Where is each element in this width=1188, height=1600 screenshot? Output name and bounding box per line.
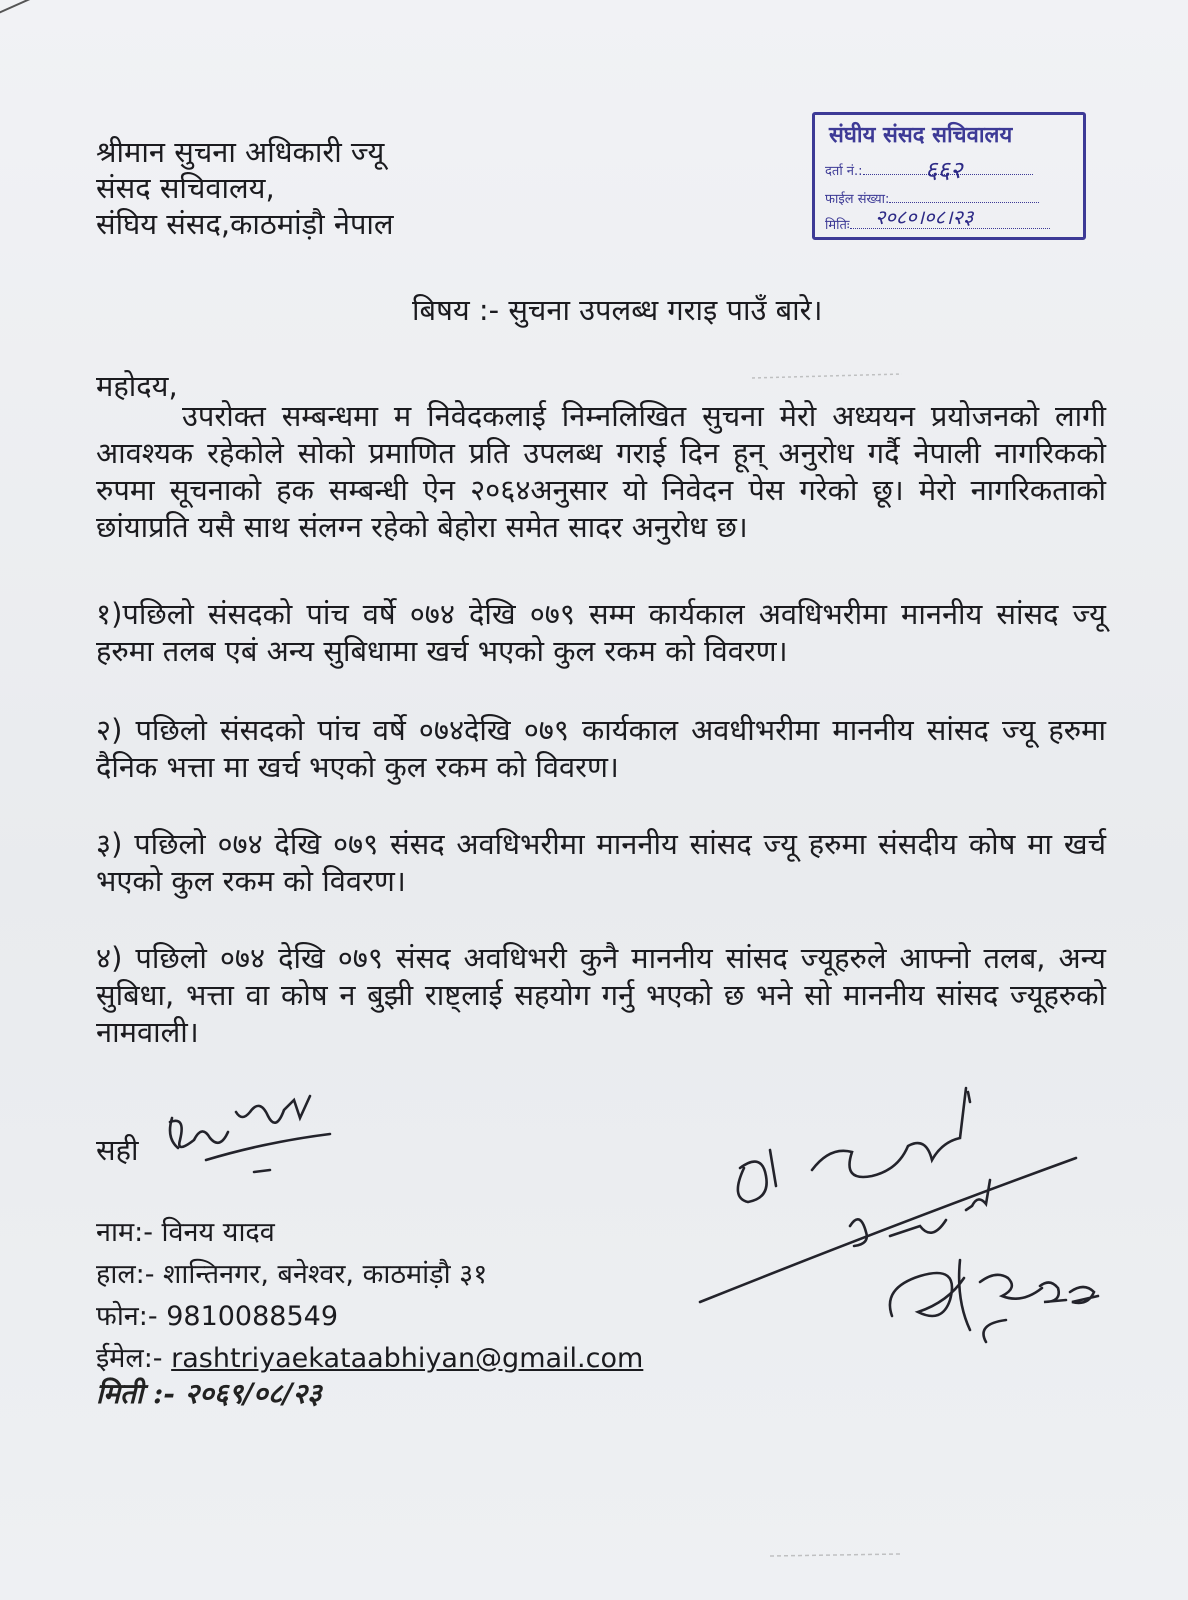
- stamp-title: संघीय संसद सचिवालय: [829, 123, 1013, 148]
- recipient-line-1: श्रीमान सुचना अधिकारी ज्यू: [96, 135, 385, 169]
- applicant-name: नाम:- विनय यादव: [96, 1217, 275, 1248]
- request-point-3: ३) पछिलो ०७४ देखि ०७९ संसद अवधिभरीमा माननीय सांसद ज्यू हरुमा संसदीय कोष मा खर्च भएको कुल रकम को विवरण।: [96, 827, 1106, 898]
- smudges: [752, 374, 902, 1556]
- salutation: महोदय,: [96, 369, 178, 403]
- office-received-note: [700, 1088, 1098, 1342]
- request-point-2: २) पछिलो संसदको पांच वर्षे ०७४देखि ०७९ कार्यकाल अवधीभरीमा माननीय सांसद ज्यू हरुमा दैनिक भत्ता मा खर्च भएको कुल रकम को विवरण।: [96, 713, 1106, 784]
- applicant-contact: [96, 1212, 643, 1380]
- letter-subject: बिषय :- सुचना उपलब्ध गराइ पाउँ बारे।: [412, 293, 823, 327]
- signature-label: सही: [96, 1133, 139, 1167]
- applicant-phone-row: [96, 1296, 643, 1338]
- applicant-address: हाल:- शान्तिनगर, बनेश्वर, काठमांड़ौ ३१: [96, 1259, 488, 1290]
- request-point-4: ४) पछिलो ०७४ देखि ०७९ संसद अवधिभरी कुनै माननीय सांसद ज्यूहरुले आफ्नो तलब, अन्य सुबिधा, भत्ता वा कोष न बुझी राष्ट्लाई सहयोग गर्नु भएको छ भने सो माननीय सांसद ज्यूहरुको नामवाली।: [96, 941, 1106, 1049]
- stamp-reg-label: दर्ता नं.:: [825, 164, 863, 179]
- phone-label: फोन:-: [96, 1301, 167, 1332]
- intro-paragraph: उपरोक्त सम्बन्धमा म निवेदकलाई निम्नलिखित सुचना मेरो अध्ययन प्रयोजनको लागी आवश्यक रहेकोले सोको प्रमाणित प्रति उपलब्ध गराई दिन हून् अनुरोध गर्दै नेपाली नागरिकको रुपमा सूचनाको हक सम्बन्धी ऐन २०६४अनुसार यो निवेदन पेस गरेको छू। मेरो नागरिकताको छांयाप्रति यसै साथ संलग्न रहेको बेहोरा समेत सादर अनुरोध छ।: [96, 399, 1106, 544]
- stamp-date-label: मितिः: [825, 218, 850, 233]
- stamp-file-label: फाईल संख्या:: [825, 192, 890, 207]
- email-label: ईमेल:-: [96, 1343, 172, 1374]
- letter-date: मिती :- २०६९/०८/२३: [96, 1377, 322, 1410]
- stamp-date-value: २०८०।०८।२३: [875, 205, 974, 229]
- recipient-line-3: संघिय संसद,काठमांड़ौ नेपाल: [96, 207, 394, 241]
- applicant-signature: [170, 1096, 330, 1172]
- stamp-reg-number: ६६२: [925, 156, 963, 184]
- email-link[interactable]: rashtriyaekataabhiyan@gmail.com: [171, 1343, 644, 1374]
- recipient-line-2: संसद सचिवालय,: [96, 171, 275, 205]
- request-point-1: १)पछिलो संसदको पांच वर्षे ०७४ देखि ०७९ सम्म कार्यकाल अवधिभरीमा माननीय सांसद ज्यू हरुमा तलब एबं अन्य सुबिधामा खर्च भएको कुल रकम को विवरण।: [96, 597, 1106, 668]
- phone-number: 9810088549: [166, 1301, 339, 1332]
